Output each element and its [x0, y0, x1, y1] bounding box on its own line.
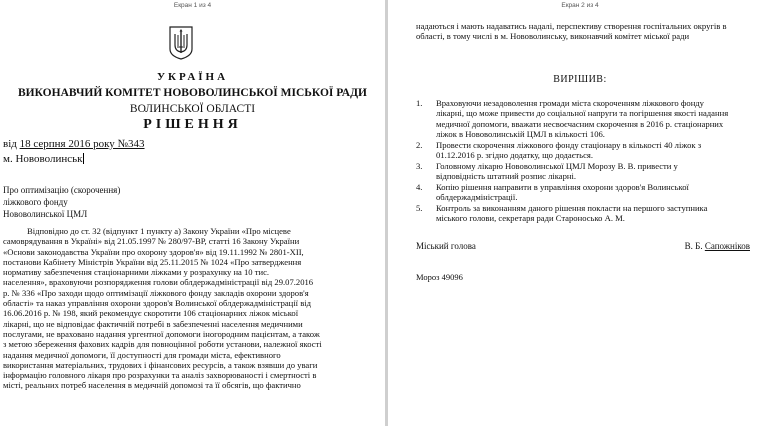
signature-name [685, 241, 750, 251]
document-page-2 [388, 0, 772, 426]
date-prefix: від [3, 138, 20, 150]
item-number: 3. [416, 160, 423, 171]
body-line: надання медичної допомоги, її доступності для громади міста, ефективного [3, 349, 281, 360]
body-line: 16.06.2016 р. № 198, який рекомендує скоротити 106 стаціонарних ліжок міської [3, 308, 299, 319]
resolved-heading: ВИРІШИВ: [553, 74, 607, 85]
body-line: Відповідно до ст. 32 (відпункт 1 пункту а) Закону України «Про місцеве [27, 226, 291, 236]
body-line: області, в тому числі в м. Нововолинську, виконавчий комітет міської ради [416, 31, 690, 42]
subject-line: ліжкового фонду [3, 197, 68, 207]
body-line: надаються і мають надаватись надалі, перспективу створення госпітальних округів в [416, 21, 727, 31]
decision-subject [3, 184, 120, 220]
item-line: міського голови, секретаря ради Староносько А. М. [436, 213, 625, 224]
decision-item [416, 140, 766, 161]
decision-items [416, 98, 766, 224]
decision-item [416, 98, 766, 139]
body-line: населення», враховуючи розпорядження голови облдержадміністрації від 29.07.2016 [3, 277, 314, 288]
body-line: нормативу забезпечення стаціонарними ліжками у розрахунку на 10 тис. [3, 267, 270, 278]
item-number: 5. [416, 202, 423, 213]
author-line: Мороз 49096 [416, 272, 463, 282]
date-number: 18 серпня 2016 року №343 [19, 138, 145, 150]
item-line: Враховуючи незадоволення громади міста скороченням ліжкового фонду [436, 98, 704, 108]
item-number: 2. [416, 139, 423, 150]
item-line: 01.12.2016 р. згідно додатку, що додається. [436, 149, 594, 160]
body-line: з метою збереження фахових кадрів для повноцінної роботи установи, належної якості [3, 339, 322, 350]
item-number: 4. [416, 181, 423, 192]
body-line: р. № 336 «Про заходи щодо оптимізації ліжкового фонду закладів охорони здоров'я [3, 287, 309, 298]
item-line: облдержадміністрації. [436, 192, 518, 203]
decision-date [3, 138, 145, 150]
item-line: Копію рішення направити в управління охорони здоров'я Волинської [436, 181, 689, 192]
city-name: м. Нововолинськ [3, 153, 83, 165]
document-type: РІШЕННЯ [143, 117, 242, 132]
decision-item [416, 203, 766, 224]
screen-label: Екран 1 из 4 [173, 2, 212, 9]
decision-body [3, 226, 359, 391]
continued-text [416, 21, 766, 42]
city-line [3, 153, 84, 165]
item-line: медичної допомоги, вважати несвоєчасним скорочення в 2016 р. стаціонарних [436, 118, 724, 129]
item-line: відповідність штатний розпис лікарні. [436, 171, 577, 182]
coat-of-arms-icon [168, 25, 194, 61]
item-line: Провести скорочення ліжкового фонду стаціонару в кількості 40 ліжок з [436, 139, 702, 150]
body-line: місті, реальних потреб населення в медичній допомозі та її обсягів, що фактично [3, 380, 301, 391]
body-line: «Основи законодавства України про охорону здоров'я» від 19.11.1992 № 2801-XII, [3, 246, 304, 257]
body-line: інформацію головного лікаря про розрахунки та аналіз захворюваності і смертності в [3, 370, 317, 381]
region-heading: ВОЛИНСЬКОЇ ОБЛАСТІ [129, 103, 256, 115]
body-line: постанови Кабінету Міністрів України від 25.11.2015 № 1024 «Про затвердження [3, 256, 302, 267]
item-line: Головному лікарю Нововолинської ЦМЛ Морозу В. В. привести у [436, 160, 678, 171]
subject-line: Про оптимізацію (скорочення) [3, 185, 121, 195]
signature-surname: Сапожніков [704, 241, 750, 251]
committee-heading: ВИКОНАВЧИЙ КОМІТЕТ НОВОВОЛИНСЬКОЇ МІСЬКОЇ РАДИ [18, 87, 367, 99]
decision-item [416, 182, 766, 203]
body-line: лікарні, що не відповідає фактичній потребі в забезпеченні населення медичними [3, 318, 303, 329]
body-line: самоврядування в Україні» від 21.05.1997 № 280/97-ВР, статті 16 Закону України [3, 236, 300, 247]
screen-label: Екран 2 из 4 [561, 2, 599, 9]
item-number: 1. [416, 98, 423, 108]
text-cursor [83, 153, 84, 164]
item-line: Контроль за виконанням даного рішення покласти на першого заступника [436, 202, 708, 213]
document-page-1 [0, 0, 385, 426]
signature-block [416, 241, 750, 251]
item-line: ліжок в Нововолинській ЦМЛ в кількості 106. [436, 128, 605, 139]
country-heading: УКРАЇНА [156, 71, 229, 83]
body-line: послугами, не враховано надання ургентної допомоги іногородним пацієнтам, а також [3, 328, 320, 339]
decision-item [416, 161, 766, 182]
signature-title: Міський голова [416, 241, 476, 251]
body-line: області» та наказ управління охорони здоров'я Волинської облдержадміністрації від [3, 298, 312, 309]
signature-initials: В. Б. [684, 241, 705, 251]
body-line: використання матеріальних, трудових і фінансових ресурсів, а також взявши до уваги [3, 359, 318, 370]
subject-line: Нововолинської ЦМЛ [3, 209, 88, 219]
item-line: лікарні, що може привести до соціальної напруги та погіршення якості надання [436, 108, 729, 119]
